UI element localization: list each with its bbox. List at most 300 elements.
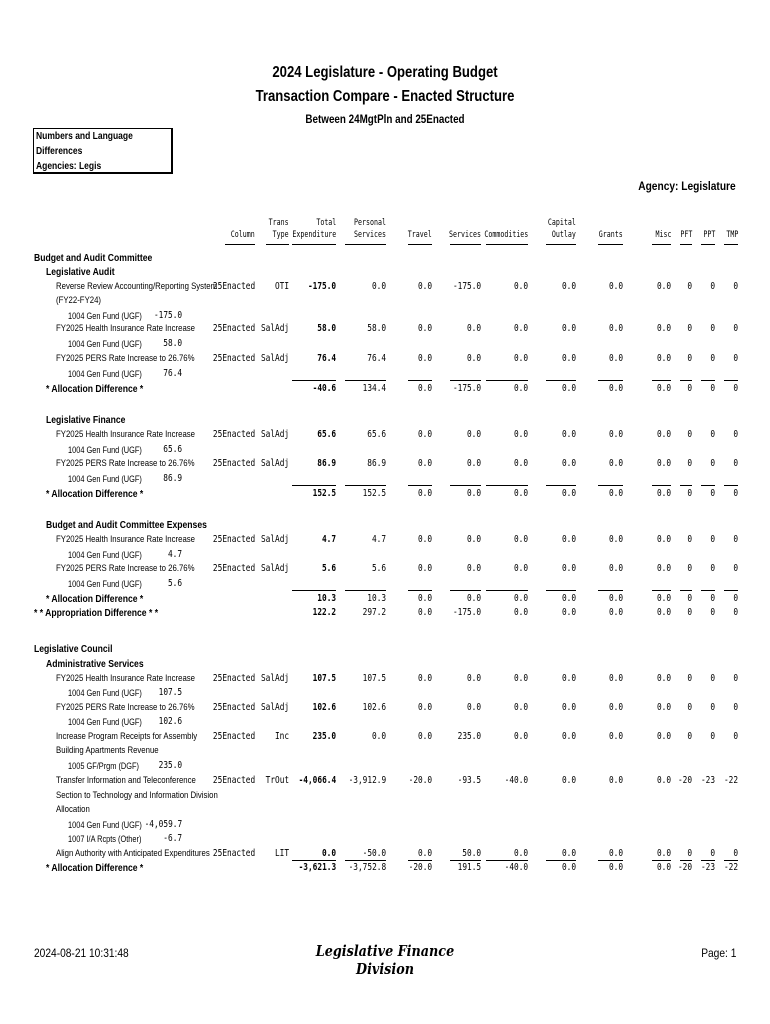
value-cell: 0.0 bbox=[466, 323, 481, 334]
footer-page-number: Page: 1 bbox=[700, 946, 736, 960]
subtotal-rule bbox=[701, 380, 715, 381]
value-cell: 134.4 bbox=[362, 383, 386, 394]
subtotal-rule bbox=[408, 590, 432, 591]
value-cell: TrOut bbox=[265, 775, 289, 786]
report-row-text bbox=[0, 803, 770, 817]
report-row-h2 bbox=[0, 413, 770, 427]
value-cell: 0.0 bbox=[608, 673, 623, 684]
value-cell: 0 bbox=[687, 702, 692, 713]
report-row-text bbox=[0, 294, 770, 308]
value-cell: -175.0 bbox=[307, 281, 336, 292]
column-header bbox=[449, 217, 481, 241]
value-cell: 0.0 bbox=[608, 534, 623, 545]
column-header-line2: Services bbox=[449, 230, 481, 240]
value-cell: SalAdj bbox=[260, 563, 289, 574]
transaction-description: Section to Technology and Information Division bbox=[56, 790, 218, 801]
transaction-description: FY2025 Health Insurance Rate Increase bbox=[56, 429, 196, 440]
value-cell: 0.0 bbox=[513, 702, 528, 713]
subsection-heading: Budget and Audit Committee Expenses bbox=[46, 519, 207, 531]
column-header bbox=[292, 217, 336, 241]
allocation-difference-label: * Allocation Difference * bbox=[46, 862, 144, 874]
value-cell: 0.0 bbox=[561, 702, 576, 713]
subtotal-rule bbox=[292, 380, 336, 381]
value-cell: 0 bbox=[733, 848, 738, 859]
subtotal-rule bbox=[598, 380, 623, 381]
value-cell: 0.0 bbox=[417, 731, 432, 742]
value-cell: 0.0 bbox=[561, 353, 576, 364]
value-cell: 0.0 bbox=[608, 607, 623, 618]
value-cell: 0.0 bbox=[561, 848, 576, 859]
value-cell: 0.0 bbox=[513, 673, 528, 684]
filter-line: Numbers and Language bbox=[36, 131, 133, 142]
column-header-rule bbox=[598, 244, 623, 245]
value-cell: 0 bbox=[710, 563, 715, 574]
value-cell: 0.0 bbox=[561, 607, 576, 618]
column-header bbox=[726, 217, 738, 241]
value-cell: 0.0 bbox=[608, 731, 623, 742]
value-cell: 0.0 bbox=[417, 607, 432, 618]
value-cell: 0.0 bbox=[608, 458, 623, 469]
report-row-item bbox=[0, 562, 770, 576]
allocation-difference-label: * Allocation Difference * bbox=[46, 593, 144, 605]
value-cell: 0 bbox=[687, 488, 692, 499]
subtotal-rule bbox=[680, 485, 692, 486]
column-header-line1 bbox=[655, 217, 671, 229]
subtotal-rule bbox=[652, 590, 671, 591]
report-comparison: Between 24MgtPln and 25Enacted bbox=[305, 112, 465, 126]
column-header-line1 bbox=[231, 217, 255, 229]
value-cell: 4.7 bbox=[371, 534, 386, 545]
fund-amount: 76.4 bbox=[163, 368, 182, 379]
subtotal-rule bbox=[701, 590, 715, 591]
value-cell: 25Enacted bbox=[212, 353, 255, 364]
transaction-description: FY2025 PERS Rate Increase to 26.76% bbox=[56, 563, 195, 574]
value-cell: 0 bbox=[710, 848, 715, 859]
column-header-line2: Travel bbox=[408, 230, 432, 240]
column-header bbox=[408, 217, 432, 241]
value-cell: 0.0 bbox=[513, 353, 528, 364]
value-cell: 0 bbox=[733, 353, 738, 364]
value-cell: 0.0 bbox=[608, 862, 623, 873]
value-cell: 0.0 bbox=[608, 281, 623, 292]
column-header-rule bbox=[225, 244, 255, 245]
value-cell: 76.4 bbox=[317, 353, 336, 364]
value-cell: 0.0 bbox=[513, 607, 528, 618]
value-cell: OTI bbox=[274, 281, 289, 292]
appropriation-difference-label: * * Appropriation Difference * * bbox=[34, 607, 159, 619]
value-cell: -40.0 bbox=[504, 775, 528, 786]
fund-amount: 65.6 bbox=[163, 444, 182, 455]
value-cell: 0 bbox=[710, 323, 715, 334]
subsection-heading: Administrative Services bbox=[46, 658, 144, 670]
subtotal-rule bbox=[292, 485, 336, 486]
subtotal-rule bbox=[345, 380, 386, 381]
value-cell: 0 bbox=[687, 607, 692, 618]
report-row-fund bbox=[0, 472, 770, 486]
fund-source: 1004 Gen Fund (UGF) bbox=[68, 717, 142, 727]
allocation-difference-label: * Allocation Difference * bbox=[46, 488, 144, 500]
value-cell: 0.0 bbox=[608, 775, 623, 786]
fund-amount: 102.6 bbox=[158, 716, 182, 727]
value-cell: 0.0 bbox=[371, 731, 386, 742]
column-header bbox=[655, 217, 671, 241]
value-cell: LIT bbox=[274, 848, 289, 859]
value-cell: 0 bbox=[687, 673, 692, 684]
value-cell: 0 bbox=[733, 281, 738, 292]
value-cell: 0.0 bbox=[561, 775, 576, 786]
value-cell: 0 bbox=[710, 353, 715, 364]
report-row-h2 bbox=[0, 265, 770, 279]
filter-line: Agencies: Legis bbox=[36, 161, 102, 172]
subtotal-rule bbox=[546, 380, 576, 381]
column-header-line1: Personal bbox=[354, 218, 386, 228]
report-row-h2 bbox=[0, 518, 770, 532]
fund-amount: -4,059.7 bbox=[144, 819, 182, 830]
value-cell: 0.0 bbox=[466, 563, 481, 574]
column-header-rule bbox=[724, 244, 738, 245]
fund-amount: 86.9 bbox=[163, 473, 182, 484]
subtotal-rule bbox=[292, 590, 336, 591]
value-cell: 191.5 bbox=[457, 862, 481, 873]
value-cell: 0.0 bbox=[608, 702, 623, 713]
value-cell: -175.0 bbox=[452, 281, 481, 292]
subtotal-rule bbox=[486, 590, 528, 591]
report-row-item bbox=[0, 457, 770, 471]
column-header-rule bbox=[266, 244, 289, 245]
value-cell: 5.6 bbox=[371, 563, 386, 574]
value-cell: 0.0 bbox=[656, 607, 671, 618]
subtotal-rule bbox=[450, 380, 481, 381]
value-cell: 25Enacted bbox=[212, 429, 255, 440]
fund-source: 1007 I/A Rcpts (Other) bbox=[68, 834, 142, 844]
report-row-fund bbox=[0, 759, 770, 773]
subtotal-rule bbox=[486, 380, 528, 381]
transaction-description: Building Apartments Revenue bbox=[56, 745, 159, 756]
column-header-rule bbox=[652, 244, 671, 245]
report-row-text bbox=[0, 789, 770, 803]
column-header bbox=[680, 217, 692, 241]
value-cell: 0.0 bbox=[656, 775, 671, 786]
value-cell: 0.0 bbox=[561, 488, 576, 499]
fund-source: 1004 Gen Fund (UGF) bbox=[68, 445, 142, 455]
value-cell: 0 bbox=[710, 593, 715, 604]
value-cell: SalAdj bbox=[260, 429, 289, 440]
column-header bbox=[703, 217, 715, 241]
column-header-line2: PFT bbox=[680, 230, 692, 240]
column-header bbox=[231, 217, 255, 241]
subtotal-rule bbox=[724, 590, 738, 591]
column-header-rule bbox=[701, 244, 715, 245]
value-cell: -3,621.3 bbox=[298, 862, 336, 873]
value-cell: 0 bbox=[733, 534, 738, 545]
value-cell: 25Enacted bbox=[212, 281, 255, 292]
report-row-approp bbox=[0, 606, 770, 620]
report-row-item bbox=[0, 533, 770, 547]
value-cell: SalAdj bbox=[260, 673, 289, 684]
value-cell: 0.0 bbox=[466, 488, 481, 499]
value-cell: 0.0 bbox=[417, 702, 432, 713]
value-cell: 152.5 bbox=[362, 488, 386, 499]
column-header-line2: Type bbox=[273, 230, 289, 240]
value-cell: -3,752.8 bbox=[348, 862, 386, 873]
subtotal-rule bbox=[546, 590, 576, 591]
value-cell: -23 bbox=[700, 862, 715, 873]
value-cell: 0 bbox=[687, 429, 692, 440]
value-cell: 297.2 bbox=[362, 607, 386, 618]
value-cell: 0 bbox=[733, 673, 738, 684]
subsection-heading: Legislative Audit bbox=[46, 266, 115, 278]
value-cell: 0.0 bbox=[513, 593, 528, 604]
column-header-line2: TMP bbox=[726, 230, 738, 240]
value-cell: 0 bbox=[710, 702, 715, 713]
value-cell: 86.9 bbox=[367, 458, 386, 469]
value-cell: 0.0 bbox=[466, 353, 481, 364]
report-row-h1 bbox=[0, 642, 770, 656]
value-cell: 0.0 bbox=[417, 593, 432, 604]
column-header-rule bbox=[408, 244, 432, 245]
value-cell: 0.0 bbox=[656, 702, 671, 713]
value-cell: 0.0 bbox=[513, 281, 528, 292]
column-header-line1 bbox=[484, 217, 528, 229]
filter-box bbox=[33, 128, 173, 174]
value-cell: -93.5 bbox=[457, 775, 481, 786]
value-cell: 0 bbox=[733, 563, 738, 574]
value-cell: 0.0 bbox=[561, 458, 576, 469]
value-cell: 0.0 bbox=[608, 848, 623, 859]
value-cell: 0.0 bbox=[321, 848, 336, 859]
value-cell: 0.0 bbox=[608, 383, 623, 394]
report-row-fund bbox=[0, 686, 770, 700]
fund-source: 1004 Gen Fund (UGF) bbox=[68, 820, 142, 830]
value-cell: 0 bbox=[687, 458, 692, 469]
report-row-h2 bbox=[0, 657, 770, 671]
value-cell: 0 bbox=[733, 383, 738, 394]
value-cell: 0.0 bbox=[417, 429, 432, 440]
value-cell: 0.0 bbox=[561, 281, 576, 292]
report-row-item bbox=[0, 730, 770, 744]
subtotal-rule bbox=[652, 380, 671, 381]
report-row-fund bbox=[0, 443, 770, 457]
value-cell: 0.0 bbox=[513, 429, 528, 440]
section-heading: Legislative Council bbox=[34, 643, 113, 655]
value-cell: 0.0 bbox=[656, 429, 671, 440]
value-cell: 0 bbox=[687, 534, 692, 545]
value-cell: -20 bbox=[677, 775, 692, 786]
value-cell: 0 bbox=[710, 488, 715, 499]
value-cell: 25Enacted bbox=[212, 775, 255, 786]
value-cell: 0 bbox=[710, 458, 715, 469]
subtotal-rule bbox=[701, 485, 715, 486]
report-row-fund bbox=[0, 309, 770, 323]
value-cell: 0.0 bbox=[608, 488, 623, 499]
value-cell: 0.0 bbox=[513, 534, 528, 545]
value-cell: 0.0 bbox=[371, 281, 386, 292]
report-row-item bbox=[0, 847, 770, 861]
fund-source: 1004 Gen Fund (UGF) bbox=[68, 339, 142, 349]
report-row-item bbox=[0, 280, 770, 294]
report-row-fund bbox=[0, 818, 770, 832]
value-cell: 0.0 bbox=[466, 458, 481, 469]
column-header-line1 bbox=[449, 217, 481, 229]
report-row-item bbox=[0, 352, 770, 366]
filter-line: Differences bbox=[36, 146, 83, 157]
value-cell: 122.2 bbox=[312, 607, 336, 618]
agency-label: Agency: Legislature bbox=[638, 179, 736, 193]
report-row-total bbox=[0, 382, 770, 396]
subtotal-rule bbox=[680, 590, 692, 591]
column-header-line2: Misc bbox=[655, 230, 671, 240]
value-cell: 0.0 bbox=[466, 534, 481, 545]
transaction-description: Transfer Information and Teleconference bbox=[56, 775, 196, 786]
subtotal-rule bbox=[598, 485, 623, 486]
value-cell: 0.0 bbox=[561, 429, 576, 440]
value-cell: 5.6 bbox=[321, 563, 336, 574]
subtotal-rule bbox=[546, 485, 576, 486]
value-cell: 0.0 bbox=[656, 488, 671, 499]
value-cell: 25Enacted bbox=[212, 563, 255, 574]
value-cell: 0 bbox=[733, 607, 738, 618]
report-row-item bbox=[0, 428, 770, 442]
value-cell: SalAdj bbox=[260, 353, 289, 364]
value-cell: 0.0 bbox=[513, 458, 528, 469]
subtotal-rule bbox=[450, 590, 481, 591]
value-cell: 0.0 bbox=[656, 673, 671, 684]
value-cell: SalAdj bbox=[260, 323, 289, 334]
transaction-description: FY2025 PERS Rate Increase to 26.76% bbox=[56, 458, 195, 469]
column-header-rule bbox=[292, 244, 336, 245]
section-heading: Budget and Audit Committee bbox=[34, 252, 153, 264]
subtotal-rule bbox=[724, 485, 738, 486]
transaction-description: FY2025 PERS Rate Increase to 26.76% bbox=[56, 353, 195, 364]
value-cell: 0.0 bbox=[656, 383, 671, 394]
subtotal-rule bbox=[598, 590, 623, 591]
value-cell: -22 bbox=[723, 775, 738, 786]
column-header-rule bbox=[345, 244, 386, 245]
transaction-description: Increase Program Receipts for Assembly bbox=[56, 731, 198, 742]
value-cell: 58.0 bbox=[367, 323, 386, 334]
value-cell: 0.0 bbox=[561, 383, 576, 394]
value-cell: 76.4 bbox=[367, 353, 386, 364]
value-cell: -22 bbox=[723, 862, 738, 873]
report-row-total bbox=[0, 592, 770, 606]
value-cell: 10.3 bbox=[317, 593, 336, 604]
fund-source: 1004 Gen Fund (UGF) bbox=[68, 688, 142, 698]
value-cell: -4,066.4 bbox=[298, 775, 336, 786]
report-row-item bbox=[0, 672, 770, 686]
value-cell: 0.0 bbox=[656, 323, 671, 334]
value-cell: 0 bbox=[733, 429, 738, 440]
report-subtitle: Transaction Compare - Enacted Structure bbox=[255, 88, 515, 105]
column-header-rule bbox=[450, 244, 481, 245]
value-cell: 0.0 bbox=[417, 534, 432, 545]
value-cell: 0 bbox=[687, 323, 692, 334]
value-cell: SalAdj bbox=[260, 702, 289, 713]
value-cell: 107.5 bbox=[312, 673, 336, 684]
column-header-line2: Grants bbox=[599, 230, 623, 240]
value-cell: 0.0 bbox=[608, 323, 623, 334]
fund-amount: -6.7 bbox=[163, 833, 182, 844]
value-cell: SalAdj bbox=[260, 458, 289, 469]
value-cell: 0.0 bbox=[608, 353, 623, 364]
fund-source: 1004 Gen Fund (UGF) bbox=[68, 579, 142, 589]
fund-amount: -175.0 bbox=[153, 310, 182, 321]
report-row-fund bbox=[0, 548, 770, 562]
value-cell: -175.0 bbox=[452, 383, 481, 394]
column-header-line1: Total bbox=[316, 218, 336, 228]
subtotal-rule bbox=[450, 485, 481, 486]
column-header bbox=[599, 217, 623, 241]
fund-amount: 5.6 bbox=[167, 578, 182, 589]
value-cell: 0.0 bbox=[656, 353, 671, 364]
value-cell: 65.6 bbox=[367, 429, 386, 440]
value-cell: -20 bbox=[677, 862, 692, 873]
fund-source: 1004 Gen Fund (UGF) bbox=[68, 311, 142, 321]
value-cell: 0.0 bbox=[417, 323, 432, 334]
value-cell: 0.0 bbox=[466, 429, 481, 440]
fund-amount: 235.0 bbox=[158, 760, 182, 771]
value-cell: 0.0 bbox=[417, 383, 432, 394]
value-cell: 4.7 bbox=[321, 534, 336, 545]
report-row-fund bbox=[0, 715, 770, 729]
column-header-line2: PPT bbox=[703, 230, 715, 240]
transaction-description: FY2025 PERS Rate Increase to 26.76% bbox=[56, 702, 195, 713]
value-cell: 0.0 bbox=[608, 593, 623, 604]
value-cell: 0.0 bbox=[656, 862, 671, 873]
transaction-description: Allocation bbox=[56, 804, 90, 815]
report-row-item bbox=[0, 701, 770, 715]
fund-source: 1005 GF/Prgm (DGF) bbox=[68, 761, 139, 771]
value-cell: SalAdj bbox=[260, 534, 289, 545]
value-cell: 65.6 bbox=[317, 429, 336, 440]
column-header bbox=[354, 217, 386, 241]
value-cell: -50.0 bbox=[362, 848, 386, 859]
value-cell: 0.0 bbox=[513, 848, 528, 859]
report-row-item bbox=[0, 322, 770, 336]
value-cell: 0.0 bbox=[513, 383, 528, 394]
value-cell: 0.0 bbox=[417, 488, 432, 499]
subtotal-rule bbox=[345, 485, 386, 486]
value-cell: 0.0 bbox=[561, 673, 576, 684]
value-cell: 0.0 bbox=[466, 673, 481, 684]
value-cell: 0.0 bbox=[417, 673, 432, 684]
value-cell: 0.0 bbox=[561, 731, 576, 742]
column-header-rule bbox=[680, 244, 692, 245]
column-header-line1 bbox=[408, 217, 432, 229]
column-header-line2: Services bbox=[354, 230, 386, 240]
report-row-fund bbox=[0, 337, 770, 351]
value-cell: 0.0 bbox=[656, 593, 671, 604]
subtotal-rule bbox=[680, 380, 692, 381]
report-row-fund bbox=[0, 832, 770, 846]
value-cell: 0.0 bbox=[513, 563, 528, 574]
value-cell: 0.0 bbox=[561, 593, 576, 604]
column-header-line1: Capital bbox=[548, 218, 576, 228]
value-cell: 25Enacted bbox=[212, 673, 255, 684]
value-cell: Inc bbox=[274, 731, 289, 742]
value-cell: 0.0 bbox=[417, 848, 432, 859]
value-cell: 0.0 bbox=[417, 458, 432, 469]
value-cell: 107.5 bbox=[362, 673, 386, 684]
value-cell: 0 bbox=[710, 429, 715, 440]
report-row-total bbox=[0, 861, 770, 875]
value-cell: 0 bbox=[733, 458, 738, 469]
value-cell: 25Enacted bbox=[212, 458, 255, 469]
report-title: 2024 Legislature - Operating Budget bbox=[272, 64, 498, 81]
value-cell: 0 bbox=[687, 593, 692, 604]
fund-source: 1004 Gen Fund (UGF) bbox=[68, 474, 142, 484]
value-cell: 0 bbox=[710, 607, 715, 618]
value-cell: 0 bbox=[710, 534, 715, 545]
